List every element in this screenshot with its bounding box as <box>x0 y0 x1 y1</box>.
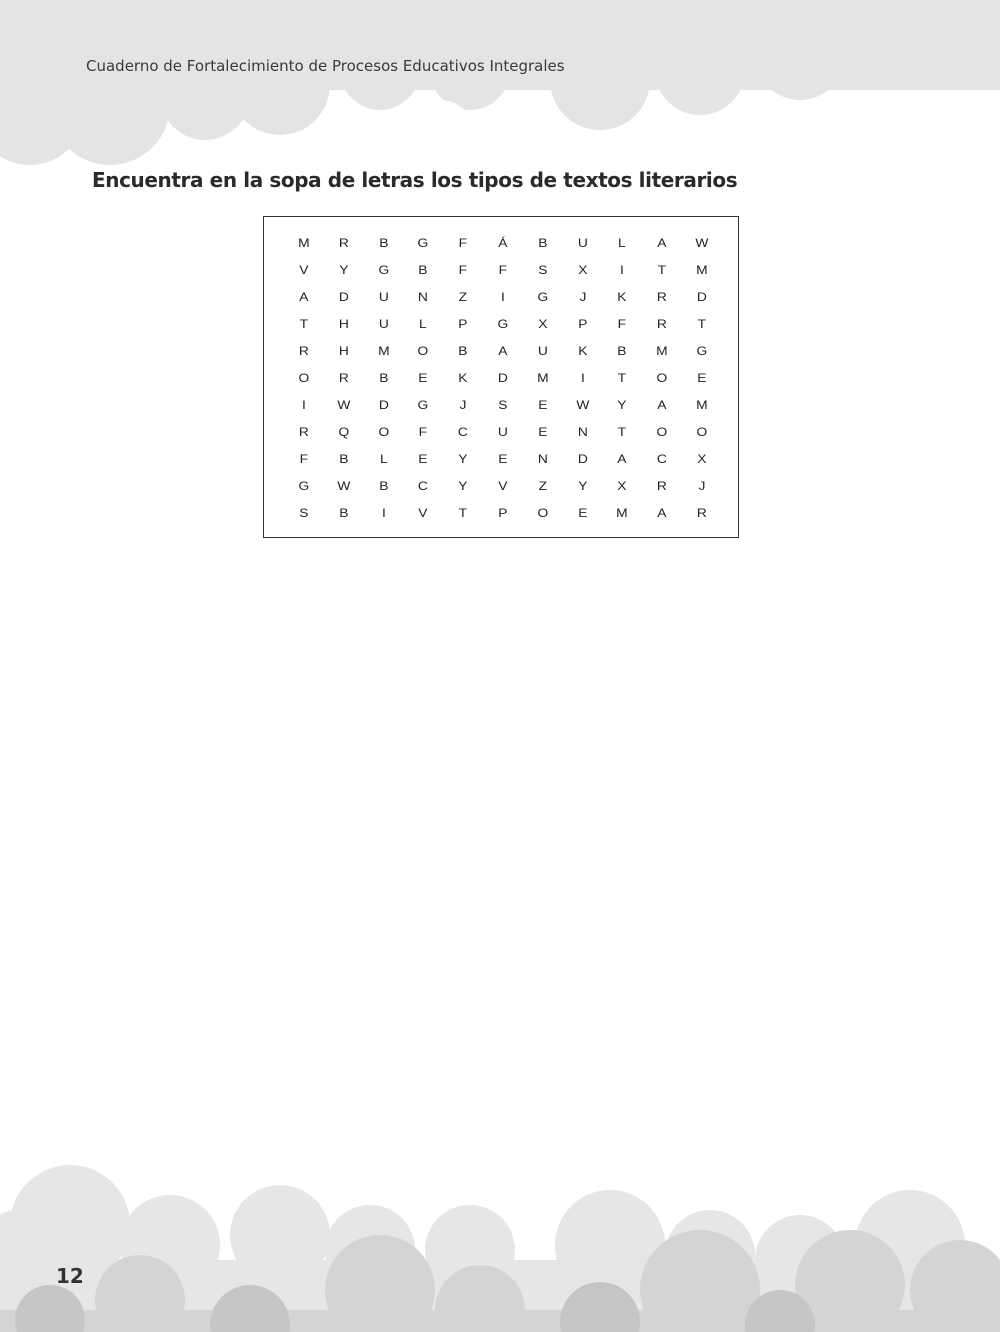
letter-cell: M <box>696 263 708 277</box>
letter-cell: O <box>378 425 389 439</box>
letter-cell: A <box>657 236 667 250</box>
letter-cell: B <box>378 236 389 250</box>
letter-cell: C <box>657 452 668 466</box>
letter-cell: X <box>577 263 588 277</box>
header-title: Cuaderno de Fortalecimiento de Procesos Educativos Integrales <box>86 57 565 75</box>
letter-cell: K <box>617 290 627 304</box>
letter-cell: G <box>378 263 389 277</box>
word-search-grid <box>284 230 722 527</box>
letter-cell: M <box>536 371 549 385</box>
letter-cell: N <box>577 425 588 439</box>
letter-cell: G <box>417 236 429 250</box>
letter-cell: W <box>337 479 351 493</box>
page-title: Encuentra en la sopa de letras los tipos de textos literarios <box>92 168 738 192</box>
letter-cell: H <box>338 317 349 331</box>
letter-cell: B <box>378 371 389 385</box>
letter-cell: V <box>498 479 508 493</box>
letter-cell: F <box>458 236 468 250</box>
letter-cell: J <box>579 290 586 304</box>
letter-cell: A <box>657 398 667 412</box>
letter-cell: E <box>498 452 508 466</box>
letter-cell: H <box>338 344 349 358</box>
letter-cell: E <box>418 371 428 385</box>
letter-cell: S <box>538 263 548 277</box>
letter-cell: X <box>617 479 627 493</box>
letter-cell: F <box>458 263 468 277</box>
letter-cell: R <box>338 371 349 385</box>
letter-cell: L <box>618 236 627 250</box>
letter-cell: Y <box>617 398 627 412</box>
letter-cell: Y <box>458 479 468 493</box>
letter-cell: E <box>577 506 588 520</box>
letter-cell: P <box>577 317 588 331</box>
top-cloud-decoration <box>0 0 1000 170</box>
letter-cell: D <box>577 452 588 466</box>
letter-cell: R <box>338 236 349 250</box>
letter-cell: T <box>299 317 309 331</box>
letter-cell: E <box>697 371 707 385</box>
letter-cell: L <box>379 452 388 466</box>
letter-cell: T <box>458 506 468 520</box>
page-number: 12 <box>56 1264 84 1288</box>
letter-cell: C <box>418 479 429 493</box>
letter-cell: B <box>418 263 428 277</box>
letter-cell: V <box>418 506 428 520</box>
letter-cell: T <box>657 263 667 277</box>
letter-cell: E <box>418 452 428 466</box>
letter-cell: I <box>381 506 386 520</box>
letter-cell: U <box>577 236 588 250</box>
letter-cell: O <box>696 425 708 439</box>
letter-cell: A <box>299 290 309 304</box>
letter-cell: B <box>339 506 349 520</box>
letter-cell: G <box>417 398 429 412</box>
letter-cell: I <box>580 371 585 385</box>
letter-cell: Y <box>458 452 468 466</box>
letter-cell: G <box>497 317 509 331</box>
letter-cell: L <box>419 317 428 331</box>
letter-cell: U <box>537 344 548 358</box>
letter-cell: F <box>498 263 508 277</box>
letter-cell: A <box>657 506 667 520</box>
letter-cell: M <box>298 236 310 250</box>
letter-cell: G <box>696 344 708 358</box>
letter-cell: D <box>378 398 389 412</box>
letter-cell: U <box>378 290 389 304</box>
letter-cell: I <box>500 290 505 304</box>
letter-cell: U <box>378 317 389 331</box>
letter-cell: Z <box>538 479 547 493</box>
letter-cell: D <box>338 290 349 304</box>
letter-cell: B <box>378 479 389 493</box>
letter-cell: D <box>497 371 508 385</box>
letter-cell: U <box>497 425 508 439</box>
letter-cell: J <box>459 398 467 412</box>
letter-cell: T <box>618 425 627 439</box>
letter-cell: J <box>698 479 706 493</box>
letter-cell: O <box>417 344 429 358</box>
letter-cell: K <box>458 371 468 385</box>
letter-cell: O <box>656 425 668 439</box>
letter-cell: B <box>458 344 468 358</box>
bottom-cloud-decoration <box>0 1150 1000 1332</box>
letter-cell: T <box>697 317 707 331</box>
letter-cell: C <box>458 425 469 439</box>
letter-cell: F <box>419 425 428 439</box>
letter-cell: W <box>695 236 709 250</box>
letter-cell: M <box>656 344 668 358</box>
letter-cell: S <box>498 398 508 412</box>
letter-cell: E <box>538 398 548 412</box>
letter-cell: O <box>656 371 668 385</box>
letter-cell: P <box>498 506 508 520</box>
letter-cell: B <box>538 236 548 250</box>
letter-cell: O <box>298 371 310 385</box>
letter-cell: B <box>339 452 349 466</box>
letter-cell: R <box>657 290 668 304</box>
letter-cell: R <box>696 506 707 520</box>
letter-cell: N <box>537 452 548 466</box>
letter-cell: T <box>618 371 627 385</box>
letter-cell: E <box>538 425 548 439</box>
letter-cell: D <box>696 290 707 304</box>
letter-cell: O <box>537 506 549 520</box>
letter-cell: Á <box>498 236 508 250</box>
letter-cell: P <box>458 317 468 331</box>
letter-cell: Q <box>338 425 350 439</box>
letter-cell: R <box>298 425 309 439</box>
letter-cell: W <box>337 398 351 412</box>
letter-cell: R <box>657 479 668 493</box>
letter-cell: A <box>617 452 627 466</box>
letter-cell: F <box>618 317 627 331</box>
letter-cell: R <box>657 317 668 331</box>
letter-cell: B <box>617 344 627 358</box>
letter-cell: Y <box>339 263 349 277</box>
word-search-puzzle <box>263 216 739 538</box>
letter-cell: G <box>298 479 310 493</box>
letter-cell: M <box>696 398 708 412</box>
letter-cell: G <box>537 290 549 304</box>
letter-cell: Y <box>577 479 588 493</box>
letter-cell: V <box>299 263 309 277</box>
letter-cell: N <box>418 290 429 304</box>
letter-cell: X <box>538 317 548 331</box>
letter-cell: R <box>298 344 309 358</box>
letter-cell: X <box>697 452 707 466</box>
letter-cell: Z <box>458 290 468 304</box>
letter-cell: M <box>377 344 390 358</box>
letter-cell: K <box>577 344 588 358</box>
letter-cell: I <box>620 263 625 277</box>
letter-cell: I <box>301 398 306 412</box>
letter-cell: S <box>299 506 309 520</box>
letter-cell: F <box>299 452 309 466</box>
letter-cell: A <box>498 344 508 358</box>
letter-cell: M <box>616 506 629 520</box>
letter-cell: W <box>575 398 589 412</box>
